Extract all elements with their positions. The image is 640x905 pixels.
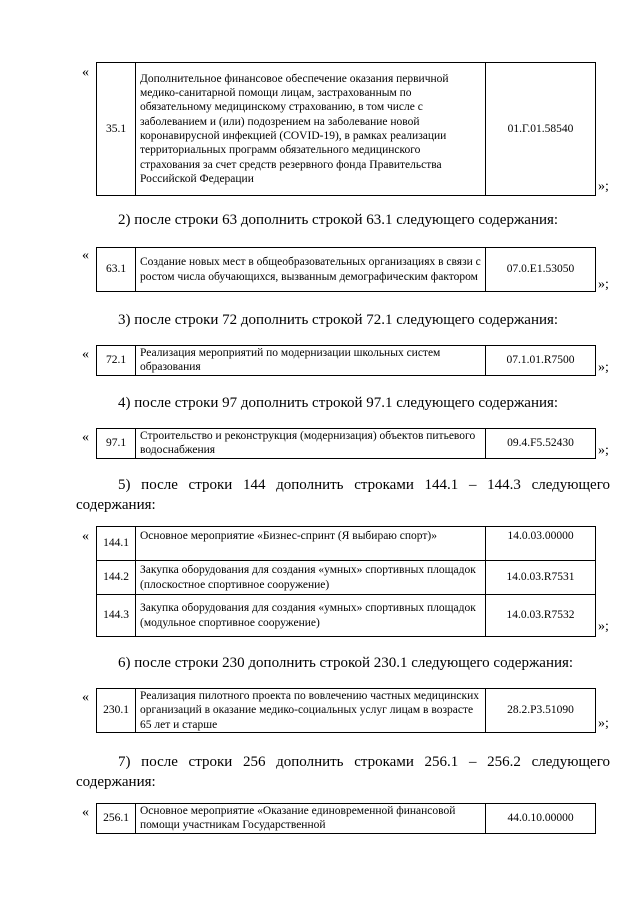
row-code: 14.0.03.00000 — [486, 527, 596, 561]
instruction-4: 4) после строки 97 дополнить строкой 97.1 следующего содержания: — [118, 395, 559, 411]
closing-mark: »; — [598, 179, 609, 194]
row-number: 144.3 — [97, 595, 136, 637]
amendment-table-97-1 — [96, 428, 596, 459]
row-code: 07.1.01.R7500 — [486, 346, 596, 376]
opening-quote: « — [82, 690, 89, 705]
opening-quote: « — [82, 65, 89, 80]
instruction-5-line-1: 5) после строки 144 дополнить строками 144.1 – 144.3 следующего — [118, 477, 610, 493]
instruction-5-line-2: содержания: — [76, 497, 156, 513]
instruction-3: 3) после строки 72 дополнить строкой 72.1 следующего содержания: — [118, 312, 559, 328]
row-description: Реализация мероприятий по модернизации школьных систем образования — [136, 346, 486, 376]
table-row — [97, 689, 596, 733]
table-row — [97, 561, 596, 595]
row-code: 14.0.03.R7532 — [486, 595, 596, 637]
closing-mark: »; — [598, 619, 609, 634]
closing-mark: »; — [598, 277, 609, 292]
table-row — [97, 429, 596, 459]
table-row — [97, 595, 596, 637]
row-number: 256.1 — [97, 804, 136, 834]
row-description: Строительство и реконструкция (модернизация) объектов питьевого водоснабжения — [136, 429, 486, 459]
amendment-table-230-1 — [96, 688, 596, 733]
amendment-table-35-1 — [96, 62, 596, 196]
table-row — [97, 346, 596, 376]
instruction-2: 2) после строки 63 дополнить строкой 63.1 следующего содержания: — [118, 212, 559, 228]
row-description: Основное мероприятие «Бизнес-спринт (Я выбираю спорт)» — [136, 527, 486, 561]
table-row — [97, 63, 596, 196]
opening-quote: « — [82, 430, 89, 445]
row-description: Закупка оборудования для создания «умных» спортивных площадок (модульное спортивное сооружение) — [136, 595, 486, 637]
row-number: 35.1 — [97, 63, 136, 196]
row-description: Дополнительное финансовое обеспечение оказания первичной медико-санитарной помощи лицам, застрахованным по обязательному медицинскому страхованию, в том числе с заболеванием и (или) подозрением на заболевание новой коронавирусной инфекцией (COVID-19), в рамках реализации территориальных программ обязательного медицинского страхования за счет средств резервного фонда Правительства Российской Федерации — [136, 63, 486, 196]
table-row — [97, 527, 596, 561]
row-number: 230.1 — [97, 689, 136, 733]
row-code: 01.Г.01.58540 — [486, 63, 596, 196]
opening-quote: « — [82, 347, 89, 362]
row-code: 07.0.E1.53050 — [486, 248, 596, 292]
instruction-7-line-2: содержания: — [76, 774, 156, 790]
opening-quote: « — [82, 248, 89, 263]
row-description: Закупка оборудования для создания «умных» спортивных площадок (плоскостное спортивное сооружение) — [136, 561, 486, 595]
row-code: 09.4.F5.52430 — [486, 429, 596, 459]
instruction-6: 6) после строки 230 дополнить строкой 230.1 следующего содержания: — [118, 655, 574, 671]
row-number: 63.1 — [97, 248, 136, 292]
amendment-table-256-1 — [96, 803, 596, 834]
closing-mark: »; — [598, 443, 609, 458]
table-row — [97, 248, 596, 292]
closing-mark: »; — [598, 716, 609, 731]
row-code: 28.2.P3.51090 — [486, 689, 596, 733]
opening-quote: « — [82, 805, 89, 820]
row-number: 144.2 — [97, 561, 136, 595]
table-row — [97, 804, 596, 834]
amendment-table-72-1 — [96, 345, 596, 376]
row-description: Основное мероприятие «Оказание единовременной финансовой помощи участникам Государственной — [136, 804, 486, 834]
instruction-7-line-1: 7) после строки 256 дополнить строками 256.1 – 256.2 следующего — [118, 754, 610, 770]
amendment-table-63-1 — [96, 247, 596, 292]
closing-mark: »; — [598, 360, 609, 375]
row-number: 97.1 — [97, 429, 136, 459]
row-number: 72.1 — [97, 346, 136, 376]
amendment-table-144 — [96, 526, 596, 637]
row-description: Создание новых мест в общеобразовательных организациях в связи с ростом числа обучающихся, вызванным демографическим фактором — [136, 248, 486, 292]
row-number: 144.1 — [97, 527, 136, 561]
opening-quote: « — [82, 529, 89, 544]
row-description: Реализация пилотного проекта по вовлечению частных медицинских организаций в оказание медико-социальных услуг лицам в возрасте 65 лет и старше — [136, 689, 486, 733]
row-code: 14.0.03.R7531 — [486, 561, 596, 595]
row-code: 44.0.10.00000 — [486, 804, 596, 834]
